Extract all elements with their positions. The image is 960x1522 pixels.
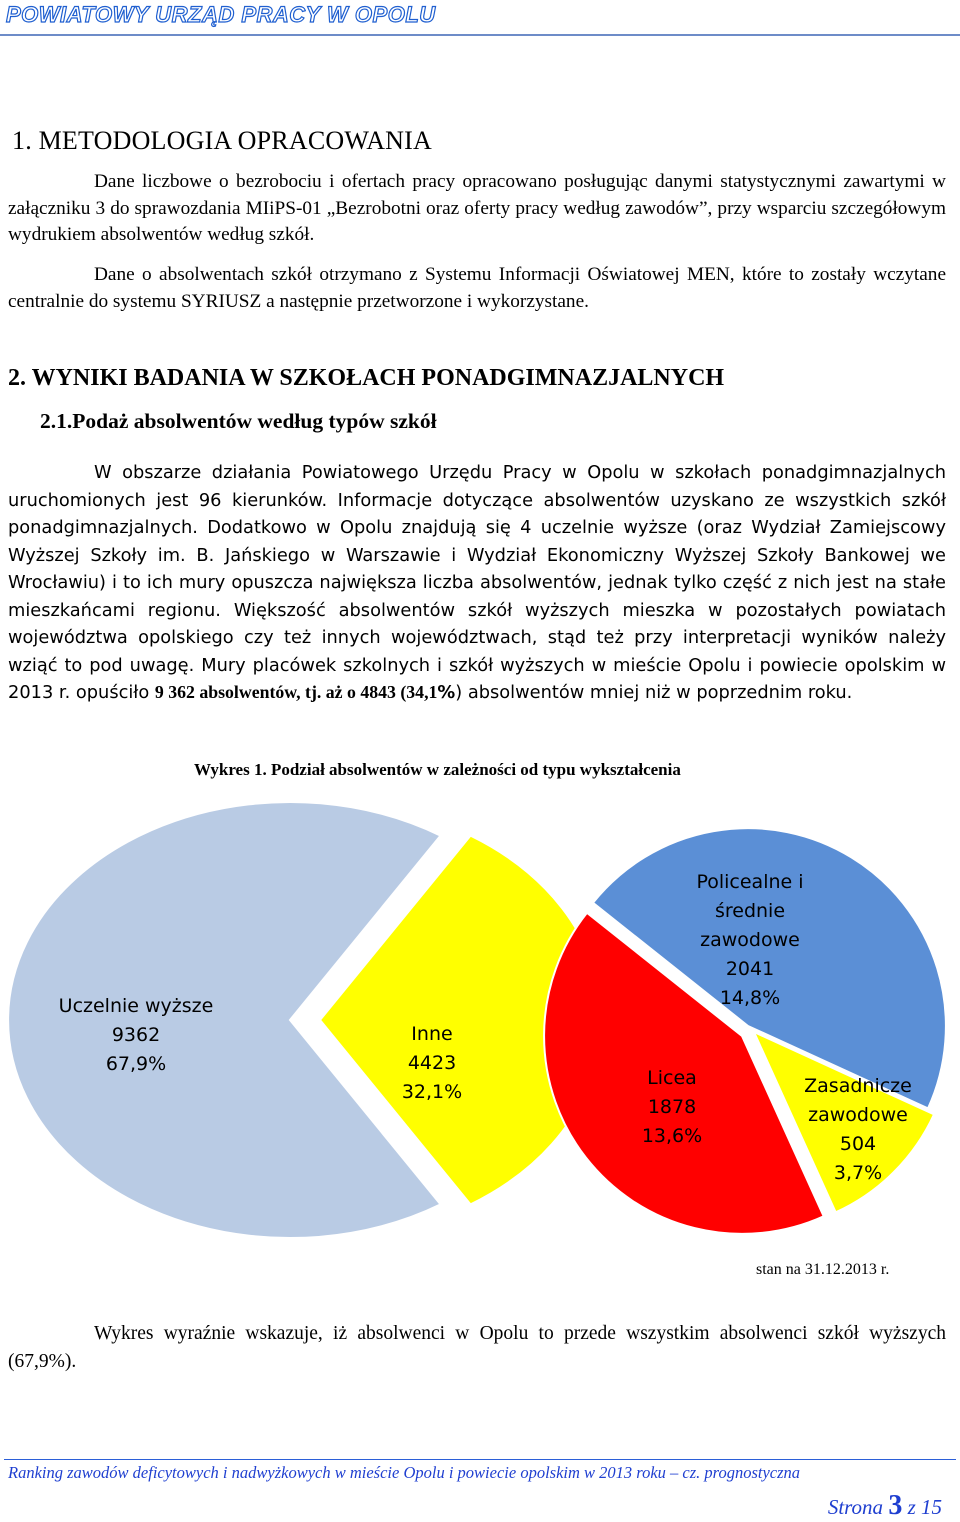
page-total: 15 (921, 1495, 942, 1519)
page-prefix: Strona (827, 1495, 884, 1519)
header-divider (0, 34, 960, 36)
section1-heading: 1. METODOLOGIA OPRACOWANIA (12, 126, 432, 155)
pie-right-group (544, 828, 946, 1234)
chart-date-note: stan na 31.12.2013 r. (756, 1261, 890, 1278)
page-number (828, 1490, 942, 1522)
pie-left-group (8, 802, 602, 1238)
footer-text: Ranking zawodów deficytowych i nadwyżkowych w mieście Opolu i powiecie opolskim w 2013 roku – cz. prognostyczna (8, 1463, 801, 1482)
section1-p1-text: Dane liczbowe o bezrobociu i ofertach pracy opracowano posługując danymi statystycznymi zawartymi w załączniku 3 do sprawozdania MIiPS-01 „Bezrobotni oraz oferty pracy według zawodów”, przy wsparciu szczegółowym wydrukiem absolwentów według szkół. (8, 171, 946, 245)
section1-p2-text: Dane o absolwentach szkół otrzymano z Systemu Informacji Oświatowej MEN, które to zostały wczytane centralnie do systemu SYRIUSZ a następnie przetworzone i wykorzystane. (8, 264, 946, 312)
pie-label-licea: Licea 1878 13,6% (641, 1067, 703, 1147)
section2-bold-percent: % (437, 682, 456, 703)
header-title: POWIATOWY URZĄD PRACY W OPOLU (6, 2, 436, 27)
section2-p2-text: Informacje dotyczące absolwentów uzyskano ze wszystkich szkół ponadgimnazjalnych. Dodatkowo w Opolu znajdują się 4 uczelnie wyższe (oraz Wydział Zamiejscowy Wyższej Szkoły im. B. Jańskiego w Warszawie i Wydział Ekonomiczny Wyższej Szkoły Bankowej we Wrocławiu) i to ich mury opuszcza największa liczba absolwentów, jednak tylko część z nich jest na stałe mieszkańcami regionu. Większość absolwentów szkół wyższych mieszka w pozostałych powiatach województwa opolskiego czy też innych województwach, stąd też przy interpretacji wyników należy wziąć to pod uwagę. Mury placówek szkolnych i szkół wyższych w mieście Opolu i powiecie opolskim w 2013 r. opuściło (8, 489, 946, 703)
pie-label-zasadnicze: Zasadnicze zawodowe 504 3,7% (804, 1075, 912, 1184)
page-current: 3 (888, 1490, 903, 1521)
section2-tail-text: ) absolwentów mniej niż w poprzednim roku. (455, 682, 853, 703)
pie-chart (0, 790, 960, 1260)
page-mid: z (907, 1495, 916, 1519)
section2-paragraph (8, 459, 946, 707)
section1-paragraph-2 (8, 262, 946, 315)
section2-heading: 2. WYNIKI BADANIA W SZKOŁACH PONADGIMNAZJALNYCH (8, 365, 725, 391)
section2-bold-number: 9 362 absolwentów, tj. aż o 4843 (34,1 (154, 682, 438, 702)
pie-label-policealne: Policealne i średnie zawodowe 2041 14,8% (696, 871, 804, 1009)
pie-label-inne: Inne 4423 32,1% (401, 1023, 463, 1103)
pie-label-uczelnie: Uczelnie wyższe 9362 67,9% (58, 995, 214, 1075)
section2-subheading: 2.1.Podaż absolwentów według typów szkół (40, 409, 437, 433)
footer-divider (4, 1459, 956, 1460)
section2-p1-text: W obszarze działania Powiatowego Urzędu Pracy w Opolu w szkołach ponadgimnazjalnych uruchomionych jest 96 kierunków. (8, 462, 946, 511)
section1-paragraph-1 (8, 169, 946, 249)
conclusion-text: Wykres wyraźnie wskazuje, iż absolwenci w Opolu to przede wszystkim absolwenci szkół wyższych (67,9%). (8, 1323, 946, 1372)
conclusion-paragraph (8, 1320, 946, 1376)
chart-caption: Wykres 1. Podział absolwentów w zależności od typu wykształcenia (194, 760, 681, 779)
